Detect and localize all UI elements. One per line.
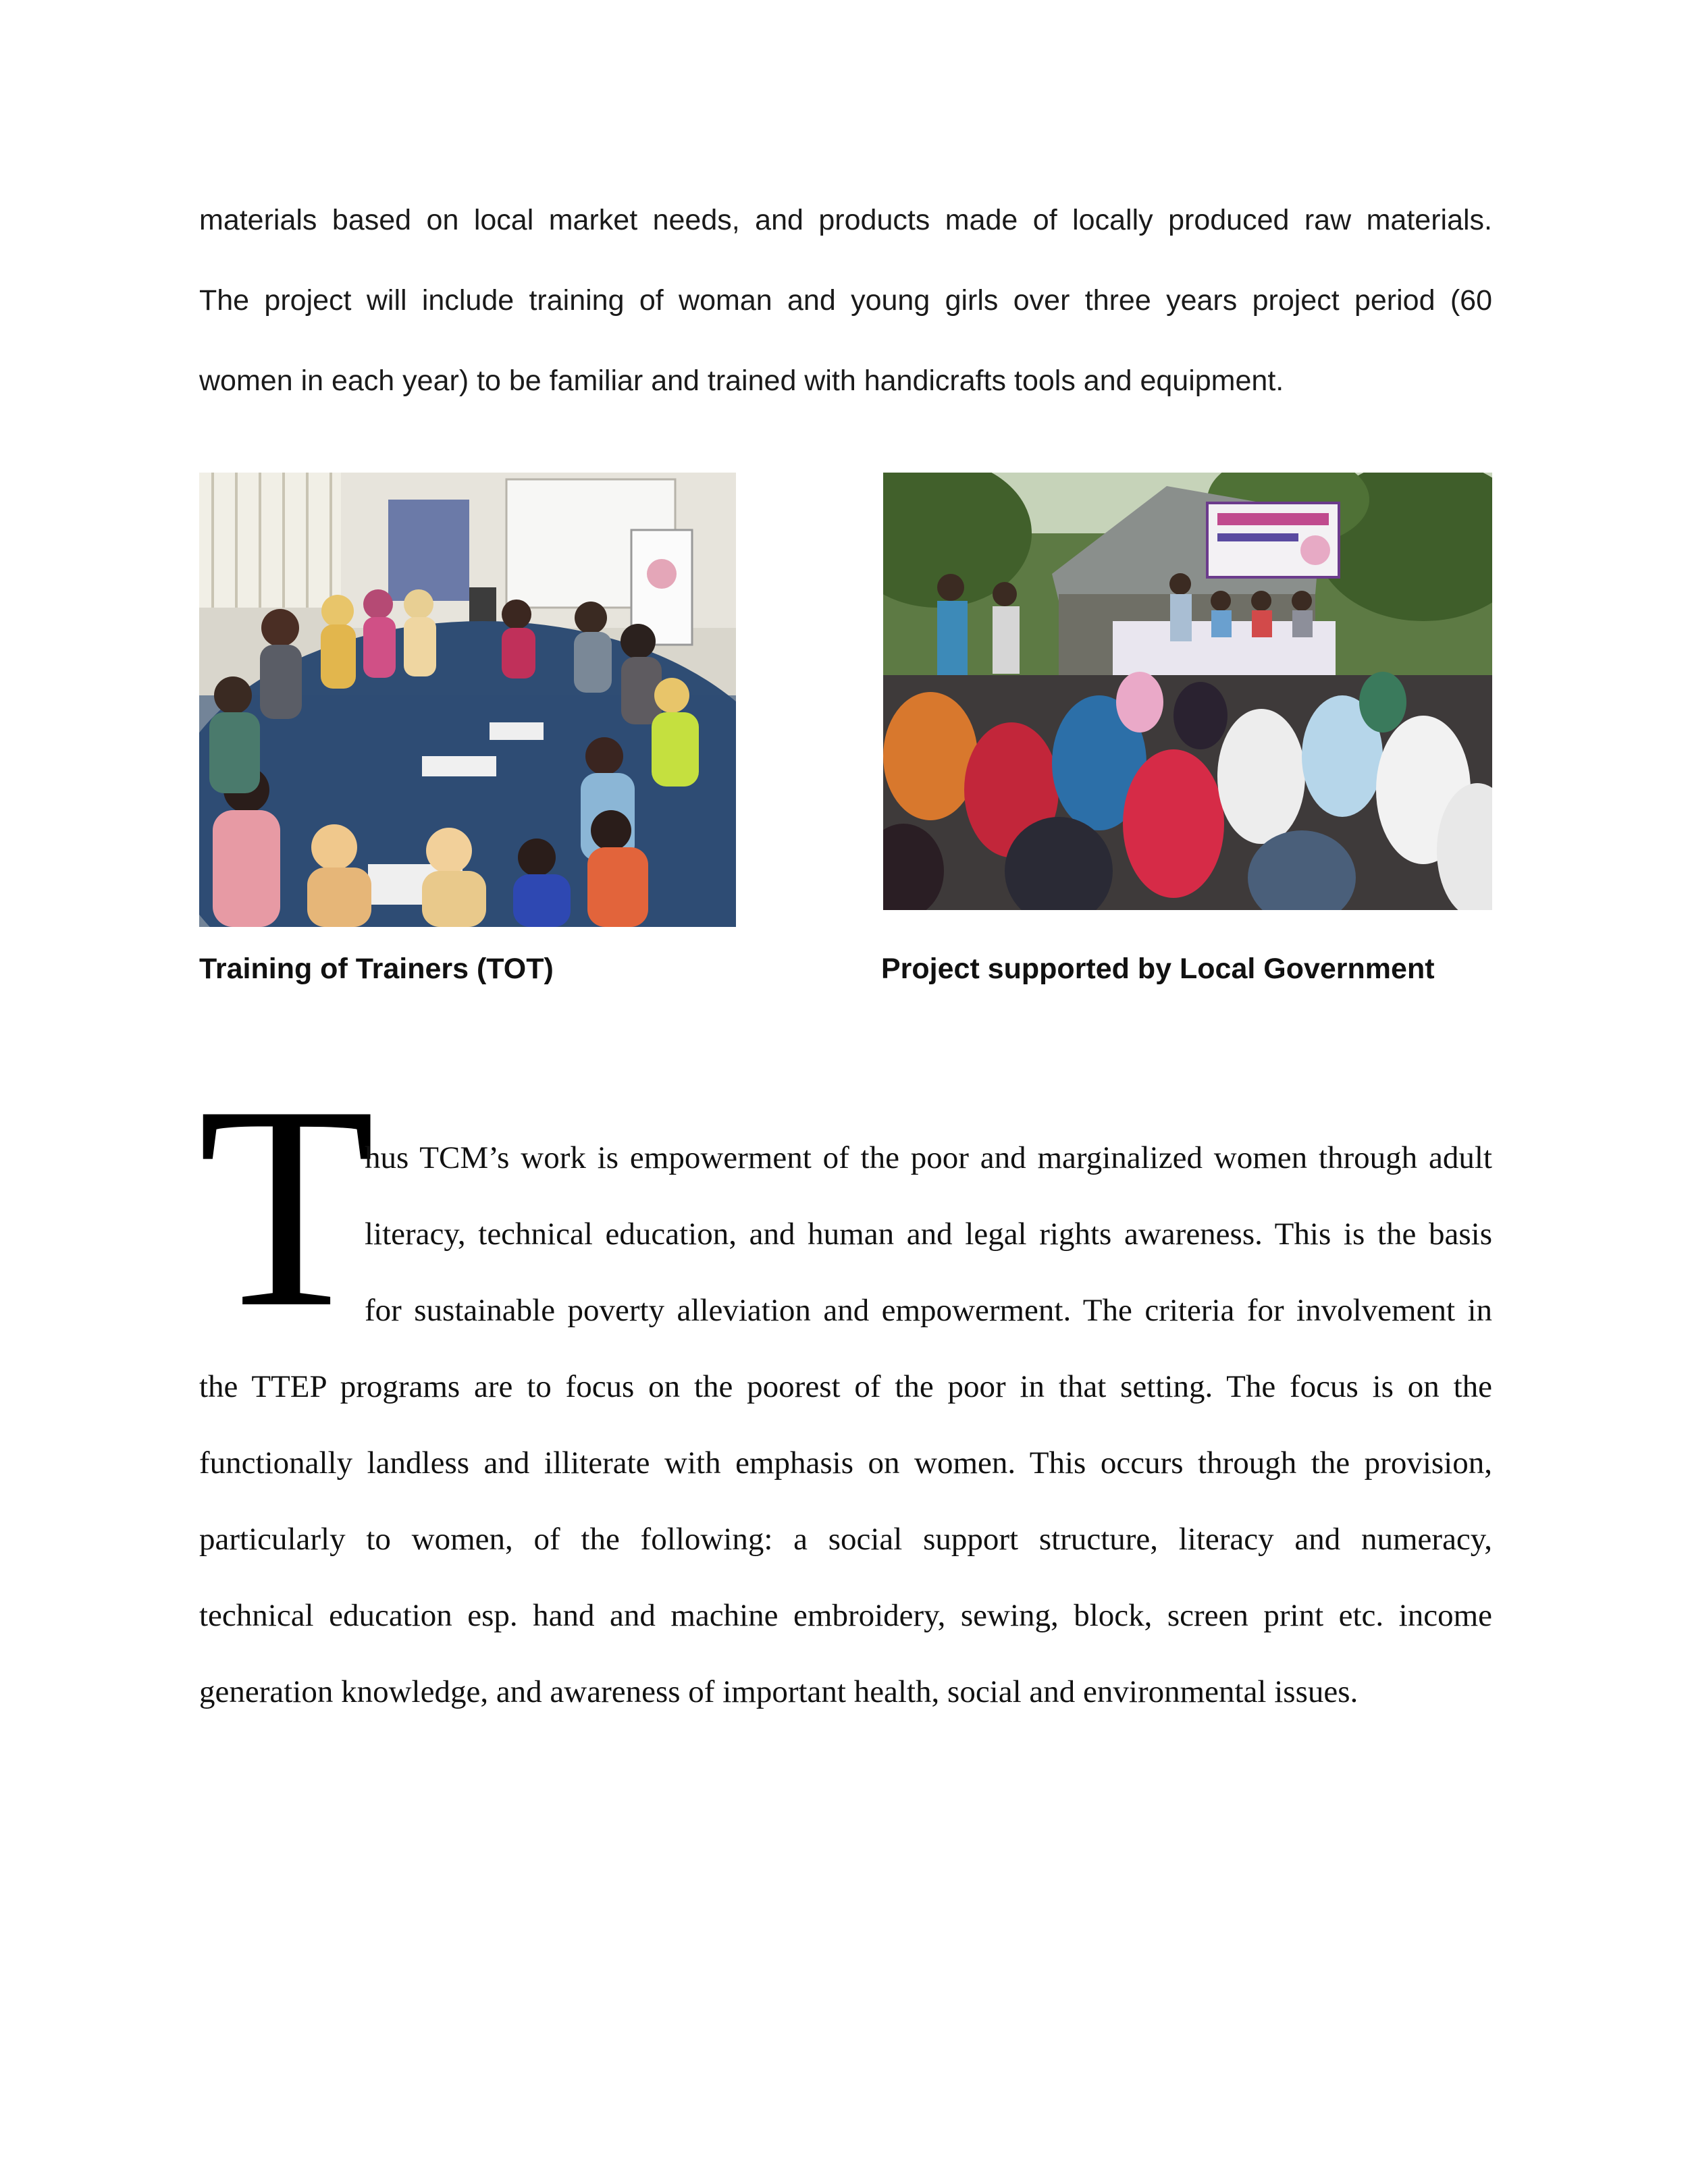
body-line: particularly to women, of the following: a social support structure, literacy and numeracy,: [199, 1522, 1492, 1557]
training-photo-illustration: [199, 473, 736, 927]
body-line: technical education esp. hand and machine embroidery, sewing, block, screen print etc. income: [199, 1598, 1492, 1633]
meeting-photo-illustration: [883, 473, 1492, 910]
body-line: for sustainable poverty alleviation and empowerment. The criteria for involvement in: [365, 1293, 1492, 1328]
body-line: the TTEP programs are to focus on the poorest of the poor in that setting. The focus is on the: [199, 1369, 1492, 1404]
training-of-trainers-photo: [199, 473, 736, 927]
intro-line: materials based on local market needs, and products made of locally produced raw materials.: [199, 204, 1492, 236]
intro-line: The project will include training of woman and young girls over three years project period (60: [199, 284, 1492, 317]
body-line: functionally landless and illiterate with emphasis on women. This occurs through the provision,: [199, 1445, 1492, 1481]
intro-paragraph: [199, 196, 1492, 437]
body-paragraph: [199, 1134, 1492, 1744]
photo-caption-tot: Training of Trainers (TOT): [199, 953, 554, 985]
photo-caption-local-government: Project supported by Local Government: [881, 953, 1435, 985]
body-line: literacy, technical education, and human and legal rights awareness. This is the basis: [365, 1217, 1492, 1252]
intro-line: women in each year) to be familiar and trained with handicrafts tools and equipment.: [199, 365, 1284, 397]
local-government-meeting-photo: [883, 473, 1492, 910]
drop-cap-letter: T: [198, 1046, 375, 1368]
body-line: generation knowledge, and awareness of important health, social and environmental issues.: [199, 1674, 1359, 1709]
body-line: hus TCM’s work is empowerment of the poor and marginalized women through adult: [365, 1140, 1492, 1175]
